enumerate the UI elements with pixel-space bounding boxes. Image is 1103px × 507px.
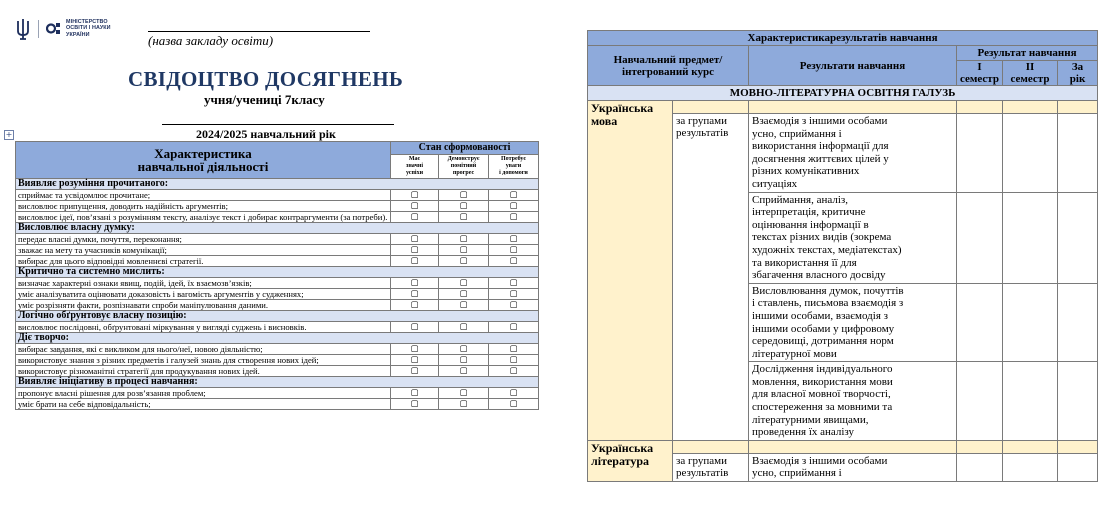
subject-name-line: Українська — [591, 101, 654, 115]
checkbox-icon[interactable]: ▢ — [391, 366, 439, 377]
result-line: оцінювання інформації в — [752, 218, 869, 231]
activity-column-header-line-1: Характеристика — [154, 146, 252, 161]
table-row — [16, 388, 539, 399]
document-title: СВІДОЦТВО ДОСЯГНЕНЬ — [128, 67, 404, 91]
result-line: і ставлень, письмова взаємодія з — [752, 297, 904, 310]
subject-column-header — [588, 46, 749, 86]
semester-label: семестр — [960, 73, 999, 85]
result-line: Висловлювання думок, почуттів — [752, 284, 904, 297]
table-row — [16, 212, 539, 223]
ministry-line-1: МІНІСТЕРСТВО — [66, 19, 108, 25]
checkbox-icon[interactable]: ▢ — [489, 388, 539, 399]
checkbox-icon[interactable]: ▢ — [439, 234, 489, 245]
checkbox-icon[interactable]: ▢ — [439, 190, 489, 201]
group-row — [16, 267, 539, 278]
checkbox-icon[interactable]: ▢ — [489, 399, 539, 410]
result-line: збагачення власного досвіду — [752, 269, 886, 282]
subheader-text: успіхи — [405, 170, 424, 176]
table-row — [16, 256, 539, 267]
table-row — [16, 245, 539, 256]
learning-result — [749, 114, 957, 193]
checkbox-icon[interactable]: ▢ — [439, 322, 489, 333]
state-subheader-needs-help — [489, 155, 539, 179]
checkbox-icon[interactable]: ▢ — [439, 245, 489, 256]
subheader-text: прогрес — [452, 170, 475, 176]
result-line: художніх текстах, медіатекстах) — [752, 243, 902, 256]
checkbox-icon[interactable]: ▢ — [391, 355, 439, 366]
result-group-label — [673, 114, 749, 441]
result-line: Взаємодія з іншими особами — [752, 454, 888, 467]
table-row — [16, 201, 539, 212]
table-row — [16, 322, 539, 333]
trident-icon — [15, 18, 31, 40]
result-line: іншими особами у цифровому — [752, 322, 895, 335]
ministry-line-3: УКРАЇНИ — [66, 31, 90, 38]
subheader-text: Потребує — [501, 156, 526, 162]
checkbox-icon[interactable]: ▢ — [489, 289, 539, 300]
school-name-line — [148, 31, 370, 32]
checkbox-icon[interactable]: ▢ — [489, 212, 539, 223]
result-line: та використання її для — [752, 256, 857, 269]
checkbox-icon[interactable]: ▢ — [439, 388, 489, 399]
grade-cell[interactable] — [1058, 453, 1098, 481]
group-title: Висловлює власну думку: — [16, 223, 539, 234]
education-area-title: МОВНО-ЛІТЕРАТУРНА ОСВІТНЯ ГАЛУЗЬ — [588, 86, 1098, 101]
checkbox-icon[interactable]: ▢ — [391, 344, 439, 355]
activity-column-header-line-2: навчальної діяльності — [137, 159, 269, 174]
result-line: спостереження за мовними та — [752, 401, 893, 414]
semester-1-header — [957, 61, 1003, 86]
table-move-handle-icon[interactable]: + — [5, 130, 13, 139]
group-title: Виявляє ініціативу в процесі навчання: — [16, 377, 539, 388]
result-line: усно, сприймання і — [752, 127, 842, 140]
checkbox-icon[interactable]: ▢ — [391, 201, 439, 212]
spacer-cell — [749, 101, 957, 114]
semester-label: II — [1025, 61, 1035, 73]
table-row — [16, 190, 539, 201]
result-line: усно, сприймання і — [752, 467, 842, 480]
result-line: ситуаціях — [752, 177, 798, 190]
subheader-text: уваги — [505, 163, 522, 169]
results-table-title: Характеристикарезультатів навчання — [588, 31, 1098, 46]
table-row — [16, 344, 539, 355]
checkbox-icon[interactable]: ▢ — [489, 245, 539, 256]
group-row — [16, 333, 539, 344]
mon-logo-icon — [46, 21, 61, 36]
activity-item: вибирає для цього відповідні мовленнєві стратегії. — [16, 256, 391, 267]
result-group-label — [673, 453, 749, 481]
result-line: текстах різних видів (зокрема — [752, 231, 892, 244]
subject-ukrainian-language — [588, 101, 673, 441]
checkbox-icon[interactable]: ▢ — [489, 300, 539, 311]
results-table — [587, 30, 1098, 482]
grade-cell[interactable] — [1058, 362, 1098, 441]
academic-year: 2024/2025 навчальний рік — [196, 127, 336, 141]
table-row — [16, 300, 539, 311]
checkbox-icon[interactable]: ▢ — [391, 300, 439, 311]
group-row — [16, 223, 539, 234]
result-column-header: Результат навчання — [957, 46, 1098, 61]
subheader-text: Демонструє — [447, 156, 480, 162]
state-subheader-great-success — [391, 155, 439, 179]
activity-item: висловлює припущення, доводить надійність аргументів; — [16, 201, 391, 212]
subject-header-line-1: Навчальний предмет/ — [613, 53, 723, 66]
spacer-cell — [1003, 101, 1058, 114]
result-line: досягнення життєвих цілей у — [752, 152, 889, 165]
result-line: проведення їх аналізу — [752, 426, 855, 439]
state-column-header: Стан сформованості — [391, 142, 539, 155]
activity-item: зважає на мету та учасників комунікації; — [16, 245, 391, 256]
spacer-cell — [1058, 440, 1098, 453]
checkbox-icon[interactable]: ▢ — [439, 212, 489, 223]
activity-item: пропонує власні рішення для розв’язання проблем; — [16, 388, 391, 399]
activity-item: визначає характерні ознаки явищ, подій, ідей, їх взаємозв’язків; — [16, 278, 391, 289]
checkbox-icon[interactable]: ▢ — [439, 289, 489, 300]
learning-result — [749, 362, 957, 441]
group-row — [16, 377, 539, 388]
spacer-cell — [749, 440, 957, 453]
state-subheader-progress — [439, 155, 489, 179]
results-column-header: Результати навчання — [749, 46, 957, 86]
checkbox-icon[interactable]: ▢ — [489, 190, 539, 201]
student-name-line — [162, 124, 394, 125]
grade-cell[interactable] — [1058, 192, 1098, 283]
semester-label: I — [977, 61, 982, 73]
checkbox-icon[interactable]: ▢ — [439, 344, 489, 355]
subheader-text: Має — [408, 156, 421, 162]
checkbox-icon[interactable]: ▢ — [489, 256, 539, 267]
school-name-placeholder: (назва закладу освіти) — [148, 33, 274, 48]
checkbox-icon[interactable]: ▢ — [391, 256, 439, 267]
checkbox-icon[interactable]: ▢ — [489, 278, 539, 289]
group-line: результатів — [676, 127, 729, 139]
subject-name-line: Українська — [591, 440, 654, 455]
subject-name-line: мова — [591, 114, 618, 128]
learning-result — [749, 453, 957, 481]
result-line: різних комунікативних — [752, 165, 860, 178]
result-line: використання інформації для — [752, 140, 889, 153]
semester-2-header — [1003, 61, 1058, 86]
checkbox-icon[interactable]: ▢ — [439, 300, 489, 311]
group-title: Критично та системно мислить: — [16, 267, 539, 278]
checkbox-icon[interactable]: ▢ — [391, 278, 439, 289]
semester-label: За — [1071, 61, 1084, 73]
subject-name-line: література — [591, 453, 650, 468]
subheader-text: значні — [405, 163, 424, 169]
grade-cell[interactable] — [957, 453, 1003, 481]
grade-cell[interactable] — [1003, 114, 1058, 193]
checkbox-icon[interactable]: ▢ — [391, 399, 439, 410]
activity-item: уміє аналізуватита оцінювати доказовість і вагомість аргументів у судженнях; — [16, 289, 391, 300]
learning-result — [749, 283, 957, 362]
group-line: за групами — [676, 454, 727, 467]
activity-item: передає власні думки, почуття, переконання; — [16, 234, 391, 245]
checkbox-icon[interactable]: ▢ — [489, 234, 539, 245]
checkbox-icon[interactable]: ▢ — [391, 234, 439, 245]
checkbox-icon[interactable]: ▢ — [391, 190, 439, 201]
result-line: Дослідження індивідуального — [752, 363, 893, 376]
group-row — [16, 179, 539, 190]
table-row — [16, 355, 539, 366]
spacer-cell — [1058, 101, 1098, 114]
checkbox-icon[interactable]: ▢ — [439, 256, 489, 267]
grade-cell[interactable] — [957, 362, 1003, 441]
grade-cell[interactable] — [957, 114, 1003, 193]
result-line: Сприймання, аналіз, — [752, 193, 848, 206]
checkbox-icon[interactable]: ▢ — [391, 322, 439, 333]
result-line: літературної мови — [752, 347, 837, 360]
logo-divider — [38, 20, 39, 38]
spacer-cell — [957, 440, 1003, 453]
group-line: за групами — [676, 115, 727, 127]
checkbox-icon[interactable]: ▢ — [489, 322, 539, 333]
ministry-line-2: ОСВІТИ І НАУКИ — [66, 25, 111, 32]
learning-result — [749, 192, 957, 283]
result-line: інтерпретація, критичне — [752, 206, 866, 219]
spacer-cell — [1003, 440, 1058, 453]
semester-label: рік — [1069, 73, 1086, 85]
table-row — [16, 366, 539, 377]
student-line: учня/учениці 7класу — [204, 92, 325, 107]
checkbox-icon[interactable]: ▢ — [489, 355, 539, 366]
activity-item: вибирає завдання, які є викликом для нього/неї, новою діяльністю; — [16, 344, 391, 355]
result-line: літературними явищами, — [752, 413, 869, 426]
activity-item: уміє розрізняти факти, розпізнавати спроби маніпулювання даними. — [16, 300, 391, 311]
semester-label: семестр — [1010, 73, 1050, 85]
table-row — [16, 278, 539, 289]
activity-item: висловлює послідовні, обґрунтовані міркування у вигляді суджень і висновків. — [16, 322, 391, 333]
group-title: Виявляє розуміння прочитаного: — [16, 179, 539, 190]
grade-cell[interactable] — [957, 192, 1003, 283]
checkbox-icon[interactable]: ▢ — [391, 289, 439, 300]
grade-cell[interactable] — [1058, 283, 1098, 362]
group-row — [16, 311, 539, 322]
activity-item: використовує різноманітні стратегії для продукування нових ідей. — [16, 366, 391, 377]
spacer-cell — [673, 440, 749, 453]
group-title: Логічно обґрунтовує власну позицію: — [16, 311, 539, 322]
checkbox-icon[interactable]: ▢ — [391, 388, 439, 399]
grade-cell[interactable] — [1058, 114, 1098, 193]
activity-item: сприймає та усвідомлює прочитане; — [16, 190, 391, 201]
result-line: мовлення, використання мови — [752, 375, 893, 388]
table-row — [16, 234, 539, 245]
activity-column-header — [16, 142, 391, 179]
activity-item: висловлює ідеї, пов’язані з розумінням тексту, аналізує текст і добирає контраргументи (за потреби). — [16, 212, 391, 223]
subheader-text: і допомоги — [499, 170, 528, 176]
grade-cell[interactable] — [1003, 192, 1058, 283]
result-line: Взаємодія з іншими особами — [752, 115, 888, 127]
activity-table — [15, 141, 539, 410]
table-row — [16, 289, 539, 300]
result-line: для власної мовної творчості, — [752, 388, 891, 401]
spacer-cell — [673, 101, 749, 114]
checkbox-icon[interactable]: ▢ — [489, 344, 539, 355]
checkbox-icon[interactable]: ▢ — [439, 355, 489, 366]
subheader-text: помітний — [450, 163, 477, 169]
checkbox-icon[interactable]: ▢ — [439, 278, 489, 289]
result-line: іншими особами, взаємодія з — [752, 309, 888, 322]
result-line: середовищі, дотримання норм — [752, 335, 894, 348]
checkbox-icon[interactable]: ▢ — [489, 201, 539, 212]
checkbox-icon[interactable]: ▢ — [391, 245, 439, 256]
subject-ukrainian-literature — [588, 440, 673, 481]
subject-header-line-2: інтегрований курс — [622, 65, 714, 78]
group-line: результатів — [676, 466, 729, 479]
year-header — [1058, 61, 1098, 86]
checkbox-icon[interactable]: ▢ — [439, 399, 489, 410]
table-row — [16, 399, 539, 410]
grade-cell[interactable] — [957, 283, 1003, 362]
checkbox-icon[interactable]: ▢ — [439, 201, 489, 212]
grade-cell[interactable] — [1003, 453, 1058, 481]
activity-item: використовує знання з різних предметів і галузей знань для створення нових ідей; — [16, 355, 391, 366]
checkbox-icon[interactable]: ▢ — [439, 366, 489, 377]
grade-cell[interactable] — [1003, 362, 1058, 441]
activity-item: уміє брати на себе відповідальність; — [16, 399, 391, 410]
ministry-name — [66, 19, 146, 38]
group-title: Діє творчо: — [16, 333, 539, 344]
checkbox-icon[interactable]: ▢ — [391, 212, 439, 223]
spacer-cell — [957, 101, 1003, 114]
grade-cell[interactable] — [1003, 283, 1058, 362]
checkbox-icon[interactable]: ▢ — [489, 366, 539, 377]
activity-table-body — [16, 179, 539, 410]
